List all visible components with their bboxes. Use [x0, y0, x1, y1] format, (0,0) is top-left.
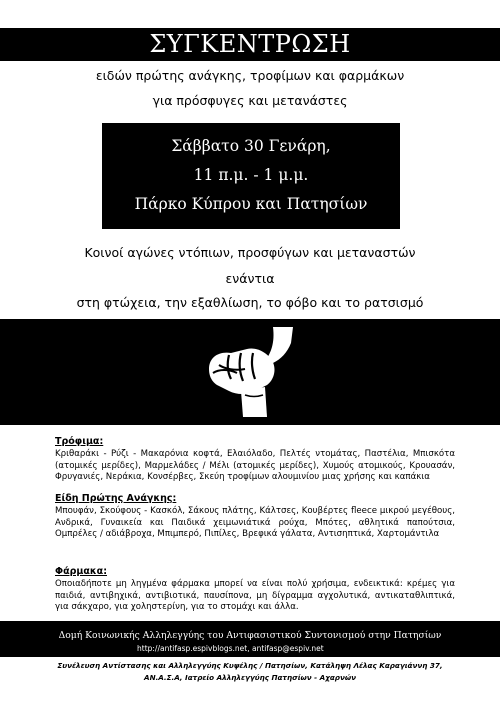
subtitle-line-1: ειδών πρώτης ανάγκης, τροφίμων και φαρμάκων	[95, 68, 405, 83]
section-body: Μπουφάν, Σκούφους - Κασκόλ, Σάκους πλάτης, Κάλτσες, Κουβέρτες fleece μικρού μεγέθους, Ανδρικά, Γυναικεία και Παιδικά χειμωνιάτικά ρούχα, Μπότες, αθλητικά παπούτσια, Ομπρέλες / αδιάβροχα, Μπιμπερό, Πιπίλες, Βρεφικά γάλατα, Αντισηπτικά, Χαρτομάντιλα	[55, 506, 455, 539]
event-place: Πάρκο Κύπρου και Πατησίων	[134, 195, 368, 213]
footer-line-2: ΑΝ.Α.Σ.Α, Ιατρείο Αλληλεγγύης Πατησίων - Αχαρνών	[144, 673, 356, 682]
section-essentials	[55, 493, 455, 541]
page-title: ΣΥΓΚΕΝΤΡΩΣΗ	[0, 28, 500, 61]
section-body: Οποιαδήποτε μη ληγμένα φάρμακα μπορεί να είναι πολύ χρήσιμα, ενδεικτικά: κρέμες για παιδιά, αντιβηχικά, αντιβιοτικά, παυσίπονα, μη δίγραμμα αγχολυτικά, αντικαταθλιπτικά, για σάκχαρο, για χοληστερίνη, για το στομάχι και άλλα.	[55, 579, 455, 612]
contact-links: http://antifasp.espivblogs.net, antifasp@espiv.net	[137, 644, 324, 653]
section-heading: Τρόφιμα:	[55, 436, 104, 447]
section-heading: Φάρμακα:	[55, 566, 107, 577]
clasped-hands-icon	[195, 325, 305, 419]
organization-name: Δομή Κοινωνικής Αλληλεγγύης του Αντιφασιστικού Συντονισμού στην Πατησίων	[58, 630, 442, 641]
event-time: 11 π.μ. - 1 μ.μ.	[193, 166, 309, 184]
section-food	[55, 436, 455, 484]
section-body: Κριθαράκι - Ρύζι - Μακαρόνια κοφτά, Ελαιόλαδο, Πελτές ντομάτας, Παστέλια, Μπισκότα (ατομικές μερίδες), Μαρμελάδες / Μέλι (ατομικές μερίδες), Χυμούς ατομικούς, Κρουασάν, Φρυγανιές, Νεράκια, Κονσέρβες, Σκεύη τροφίμων αλουμινίου μιας χρήσης και καπάκια	[55, 449, 455, 482]
section-heading: Είδη Πρώτης Ανάγκης:	[55, 493, 177, 504]
slogan-line-2: ενάντια	[225, 271, 275, 286]
event-info-box	[102, 123, 400, 229]
footer-line-1: Συνέλευση Αντίστασης και Αλληλεγγύης Κυψέλης / Πατησίων, Κατάληψη Λέλας Καραγιάννη 37,	[57, 661, 443, 670]
slogan-line-1: Κοινοί αγώνες ντόπιων, προσφύγων και μεταναστών	[84, 245, 416, 260]
slogan-line-3: στη φτώχεια, την εξαθλίωση, το φόβο και το ρατσισμό	[76, 295, 424, 310]
subtitle-line-2: για πρόσφυγες και μετανάστες	[152, 93, 348, 108]
section-medicine	[55, 566, 455, 614]
event-date: Σάββατο 30 Γενάρη,	[171, 137, 331, 155]
solidarity-logo-band	[0, 319, 500, 425]
footer-bar	[0, 621, 500, 657]
